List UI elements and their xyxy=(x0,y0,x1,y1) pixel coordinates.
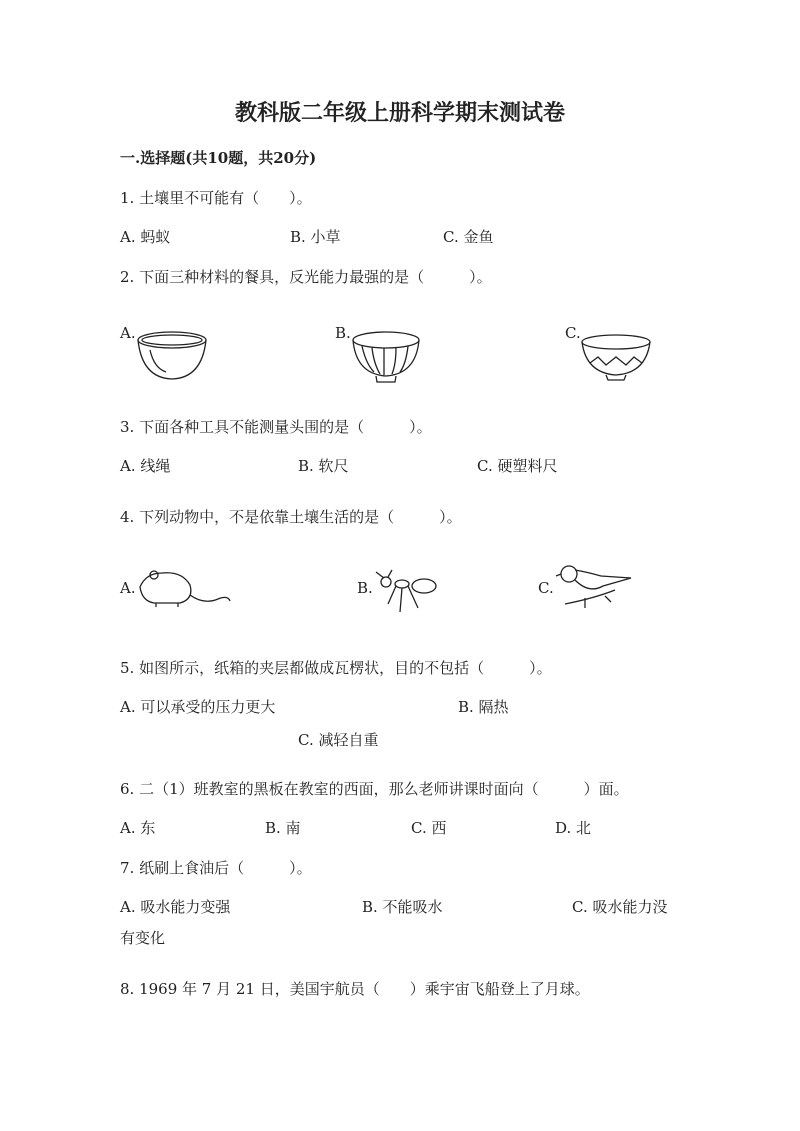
option-b: B. xyxy=(335,324,351,342)
option-b: B. 南 xyxy=(265,819,301,837)
option-c: C. 金鱼 xyxy=(443,228,494,246)
option-a: A. 蚂蚁 xyxy=(120,228,171,246)
option-c: C. xyxy=(538,579,554,597)
question-3: 3. 下面各种工具不能测量头围的是（ ）。 xyxy=(120,418,432,436)
bird-image xyxy=(555,560,633,615)
option-c: C. 吸水能力没 xyxy=(572,898,668,916)
option-c: C. xyxy=(565,324,581,342)
mouse-image xyxy=(134,565,234,610)
option-b: B. 隔热 xyxy=(458,698,509,716)
wooden-bowl-image xyxy=(350,330,422,386)
option-a: A. xyxy=(120,579,136,597)
metal-bowl-image xyxy=(136,330,208,382)
option-c: C. 西 xyxy=(411,819,447,837)
option-a: A. 东 xyxy=(120,819,156,837)
question-2: 2. 下面三种材料的餐具，反光能力最强的是（ ）。 xyxy=(120,268,492,286)
option-b: B. xyxy=(357,579,373,597)
question-8: 8. 1969 年 7 月 21 日，美国宇航员（ ）乘宇宙飞船登上了月球。 xyxy=(120,980,590,998)
question-7: 7. 纸刷上食油后（ ）。 xyxy=(120,859,312,877)
option-a: A. 线绳 xyxy=(120,457,171,475)
ceramic-bowl-image xyxy=(580,333,652,383)
ant-image xyxy=(372,568,442,616)
option-d: D. 北 xyxy=(555,819,592,837)
option-c: C. 硬塑料尺 xyxy=(477,457,558,475)
option-c-continued: 有变化 xyxy=(120,929,166,947)
option-a: A. 可以承受的压力更大 xyxy=(120,698,276,716)
option-b: B. 不能吸水 xyxy=(362,898,443,916)
question-5: 5. 如图所示，纸箱的夹层都做成瓦楞状，目的不包括（ ）。 xyxy=(120,659,552,677)
option-b: B. 小草 xyxy=(290,228,341,246)
option-a: A. xyxy=(120,324,136,342)
question-1: 1. 土壤里不可能有（ ）。 xyxy=(120,189,312,207)
question-6: 6. 二（1）班教室的黑板在教室的西面，那么老师讲课时面向（ ）面。 xyxy=(120,780,629,798)
option-b: B. 软尺 xyxy=(298,457,349,475)
option-a: A. 吸水能力变强 xyxy=(120,898,231,916)
question-4: 4. 下列动物中，不是依靠土壤生活的是（ ）。 xyxy=(120,508,462,526)
section-heading: 一.选择题(共10题，共20分) xyxy=(120,149,317,167)
page-title: 教科版二年级上册科学期末测试卷 xyxy=(234,100,565,126)
option-c: C. 减轻自重 xyxy=(298,731,379,749)
